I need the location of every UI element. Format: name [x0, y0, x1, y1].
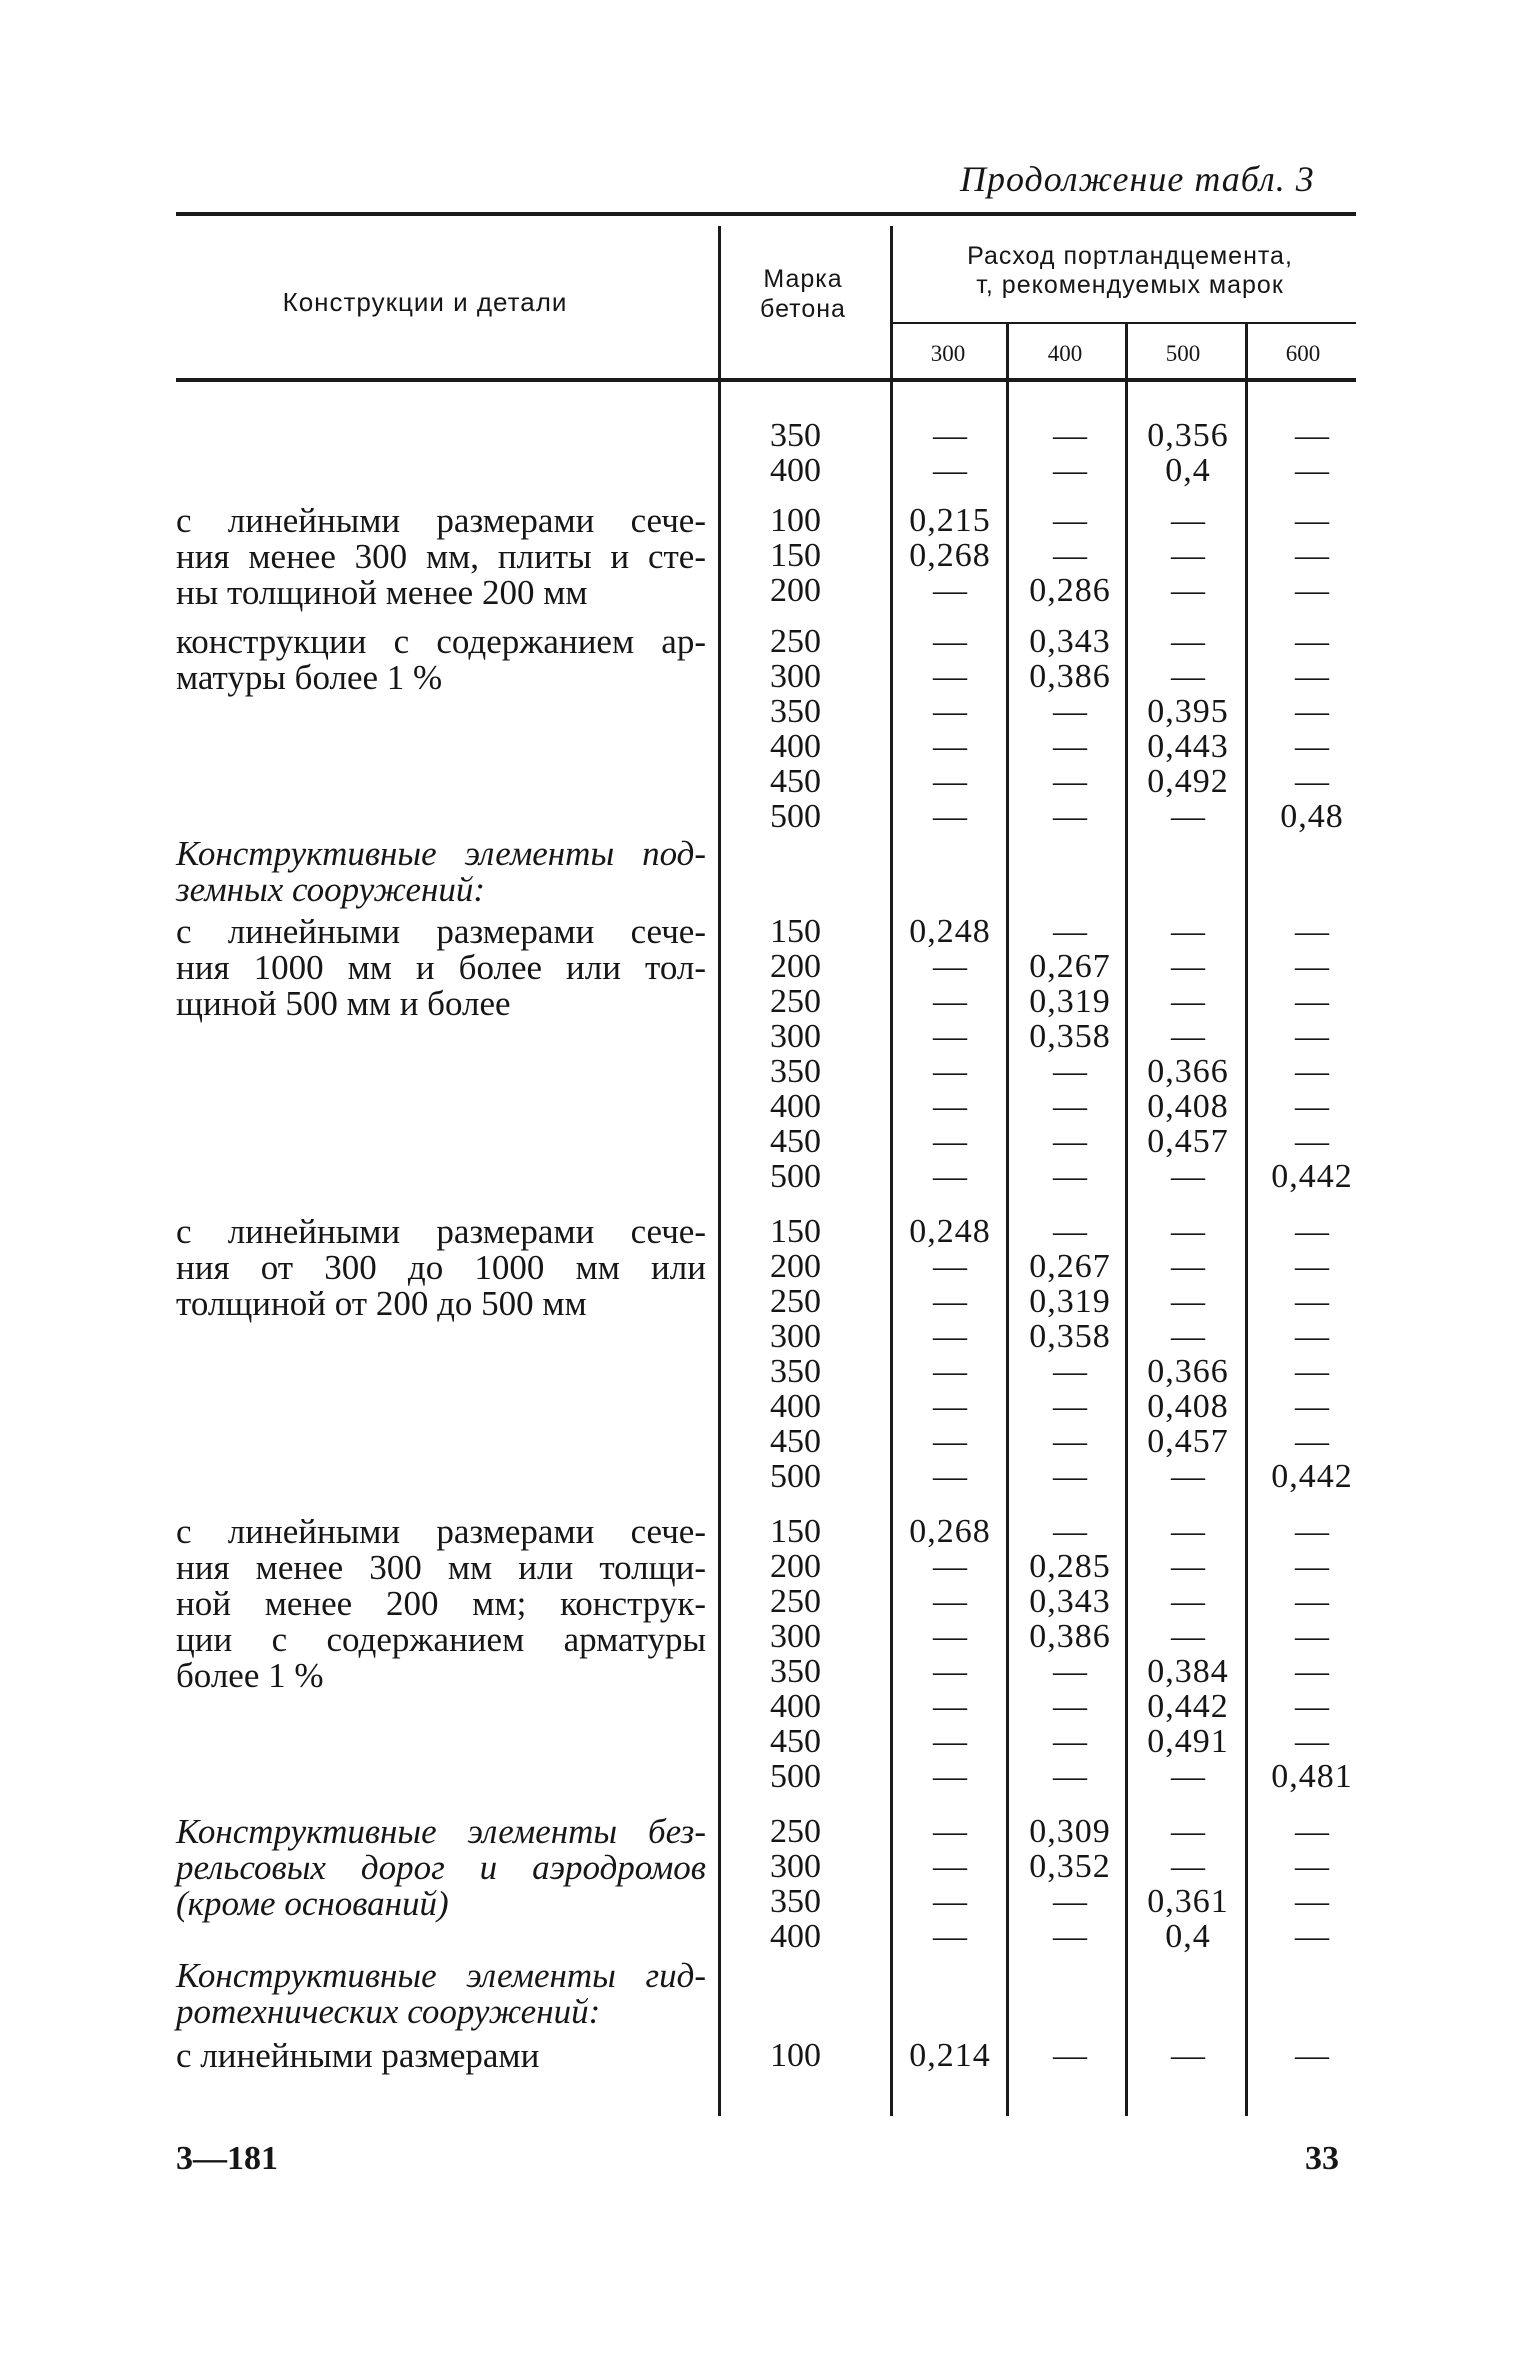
cell-cement-500: —	[1171, 1583, 1205, 1620]
cell-cement-500: 0,491	[1147, 1723, 1229, 1760]
cell-cement-400: —	[1053, 1653, 1087, 1690]
cell-cement-500: —	[1171, 1213, 1205, 1250]
cell-cement-500: —	[1171, 983, 1205, 1020]
cell-cement-300: —	[933, 798, 967, 835]
cell-cement-300: —	[933, 572, 967, 609]
cell-cement-500: —	[1171, 1158, 1205, 1195]
cell-cement-300: —	[933, 1813, 967, 1850]
cell-cement-400: —	[1053, 1388, 1087, 1425]
subheader-300: 300	[930, 341, 966, 366]
column-divider-mark	[718, 226, 721, 2116]
cell-cement-500: 0,361	[1147, 1883, 1229, 1920]
cell-mark: 100	[770, 2037, 821, 2074]
cell-cement-400: —	[1053, 913, 1087, 950]
cell-cement-400: 0,319	[1029, 983, 1111, 1020]
cell-cement-500: —	[1171, 1548, 1205, 1585]
cell-cement-500: 0,492	[1147, 763, 1229, 800]
row-description	[176, 624, 706, 696]
cell-cement-300: —	[933, 1158, 967, 1195]
cell-cement-300: —	[933, 1688, 967, 1725]
cell-mark: 400	[770, 452, 821, 489]
description-line: более 1 %	[176, 1656, 324, 1695]
cell-cement-600: —	[1295, 1388, 1329, 1425]
cell-cement-400: 0,358	[1029, 1318, 1111, 1355]
cell-cement-400: —	[1053, 1513, 1087, 1550]
cell-cement-400: —	[1053, 1918, 1087, 1955]
cell-cement-500: —	[1171, 1848, 1205, 1885]
cell-cement-500: —	[1171, 537, 1205, 574]
cell-cement-400: 0,286	[1029, 572, 1111, 609]
cell-cement-300: 0,215	[909, 502, 991, 539]
cell-cement-500: —	[1171, 502, 1205, 539]
cell-cement-500: 0,366	[1147, 1053, 1229, 1090]
cell-cement-400: —	[1053, 1883, 1087, 1920]
cell-cement-300: —	[933, 1123, 967, 1160]
column-divider-300	[890, 226, 893, 2116]
cell-cement-500: —	[1171, 1018, 1205, 1055]
cell-cement-600: 0,481	[1271, 1758, 1353, 1795]
cell-cement-600: —	[1295, 1423, 1329, 1460]
cell-cement-300: —	[933, 948, 967, 985]
header-cons-line-1: Расход портландцемента,	[967, 242, 1293, 270]
cell-mark: 400	[770, 1388, 821, 1425]
cell-cement-600: —	[1295, 1848, 1329, 1885]
row-description	[176, 914, 706, 1022]
header-mark-line-1: Марка	[763, 265, 843, 293]
cell-cement-400: —	[1053, 798, 1087, 835]
cell-cement-600: —	[1295, 623, 1329, 660]
cell-cement-500: —	[1171, 1248, 1205, 1285]
cell-cement-400: —	[1053, 1688, 1087, 1725]
cell-cement-600: —	[1295, 1213, 1329, 1250]
cell-cement-600: —	[1295, 948, 1329, 985]
top-rule	[176, 212, 1356, 216]
cell-cement-300: 0,248	[909, 1213, 991, 1250]
cell-cement-600: —	[1295, 913, 1329, 950]
cell-cement-300: —	[933, 623, 967, 660]
cell-mark: 150	[770, 1513, 821, 1550]
cell-cement-300: 0,268	[909, 1513, 991, 1550]
cell-mark: 450	[770, 763, 821, 800]
cell-cement-300: —	[933, 1548, 967, 1585]
row-description	[176, 2038, 706, 2074]
header-cons-line-2: т, рекомендуемых марок	[976, 271, 1284, 299]
description-line: ния менее 300 мм, плиты и сте-	[176, 537, 706, 576]
cell-cement-600: 0,48	[1280, 798, 1344, 835]
cell-cement-500: —	[1171, 2037, 1205, 2074]
cell-cement-600: —	[1295, 1123, 1329, 1160]
description-line: ной менее 200 мм; конструк-	[176, 1584, 706, 1623]
description-line: Конструктивные элементы без-	[176, 1812, 706, 1851]
page-number: 33	[1305, 2140, 1339, 2177]
cell-cement-500: 0,457	[1147, 1123, 1229, 1160]
cell-cement-600: —	[1295, 1723, 1329, 1760]
cell-mark: 450	[770, 1123, 821, 1160]
description-line: матуры более 1 %	[176, 658, 443, 697]
cell-cement-600: 0,442	[1271, 1458, 1353, 1495]
description-line: земных сооружений:	[176, 870, 486, 909]
cell-mark: 400	[770, 1918, 821, 1955]
cell-mark: 250	[770, 1283, 821, 1320]
cell-mark: 400	[770, 1088, 821, 1125]
cell-mark: 150	[770, 913, 821, 950]
cell-mark: 300	[770, 1018, 821, 1055]
cell-cement-400: —	[1053, 502, 1087, 539]
cell-mark: 150	[770, 1213, 821, 1250]
cell-cement-400: —	[1053, 417, 1087, 454]
cell-mark: 400	[770, 1688, 821, 1725]
cell-cement-300: —	[933, 1088, 967, 1125]
cell-cement-500: 0,395	[1147, 693, 1229, 730]
cell-cement-400: 0,358	[1029, 1018, 1111, 1055]
subheader-500: 500	[1165, 341, 1201, 366]
description-line: (кроме оснований)	[176, 1884, 449, 1923]
cell-mark: 150	[770, 537, 821, 574]
column-divider-600	[1245, 322, 1248, 2116]
cell-mark: 200	[770, 572, 821, 609]
header-cement-consumption	[900, 242, 1360, 300]
cell-cement-400: —	[1053, 1758, 1087, 1795]
cell-cement-600: —	[1295, 1053, 1329, 1090]
cell-cement-500: —	[1171, 1318, 1205, 1355]
cell-cement-400: 0,319	[1029, 1283, 1111, 1320]
cell-cement-500: —	[1171, 1283, 1205, 1320]
cell-cement-500: —	[1171, 658, 1205, 695]
description-line: Конструктивные элементы под-	[176, 834, 706, 873]
cell-cement-300: —	[933, 1053, 967, 1090]
cell-cement-600: —	[1295, 1353, 1329, 1390]
cell-mark: 350	[770, 1053, 821, 1090]
cell-mark: 300	[770, 1618, 821, 1655]
cell-cement-400: —	[1053, 1053, 1087, 1090]
cell-cement-300: 0,214	[909, 2037, 991, 2074]
cell-cement-400: —	[1053, 693, 1087, 730]
cell-mark: 500	[770, 1758, 821, 1795]
cell-cement-300: —	[933, 1423, 967, 1460]
cell-mark: 200	[770, 1548, 821, 1585]
cell-cement-600: —	[1295, 763, 1329, 800]
cell-cement-600: —	[1295, 502, 1329, 539]
cell-cement-400: —	[1053, 1158, 1087, 1195]
cell-cement-600: —	[1295, 1583, 1329, 1620]
description-line: рельсовых дорог и аэродромов	[176, 1848, 706, 1887]
cell-mark: 500	[770, 1458, 821, 1495]
cell-cement-600: —	[1295, 572, 1329, 609]
cell-cement-400: —	[1053, 452, 1087, 489]
cell-cement-500: 0,366	[1147, 1353, 1229, 1390]
cell-mark: 350	[770, 1883, 821, 1920]
cell-mark: 200	[770, 948, 821, 985]
row-description	[176, 1814, 706, 1922]
cell-cement-300: 0,248	[909, 913, 991, 950]
cell-mark: 200	[770, 1248, 821, 1285]
cell-cement-600: —	[1295, 417, 1329, 454]
cell-cement-300: —	[933, 417, 967, 454]
cell-cement-300: —	[933, 728, 967, 765]
cell-cement-500: 0,443	[1147, 728, 1229, 765]
header-mark-line-2: бетона	[760, 295, 846, 323]
cell-cement-300: —	[933, 1353, 967, 1390]
cell-cement-300: —	[933, 763, 967, 800]
cell-mark: 350	[770, 417, 821, 454]
cell-cement-600: —	[1295, 1813, 1329, 1850]
cell-mark: 250	[770, 623, 821, 660]
cell-mark: 450	[770, 1723, 821, 1760]
cell-cement-300: —	[933, 452, 967, 489]
column-divider-500	[1125, 322, 1128, 2116]
cell-cement-300: —	[933, 983, 967, 1020]
cell-cement-300: —	[933, 1283, 967, 1320]
cell-cement-600: —	[1295, 1688, 1329, 1725]
cell-cement-600: —	[1295, 1248, 1329, 1285]
cell-cement-400: —	[1053, 537, 1087, 574]
subheader-600: 600	[1285, 341, 1321, 366]
cell-cement-600: —	[1295, 1018, 1329, 1055]
cell-cement-400: 0,309	[1029, 1813, 1111, 1850]
cell-cement-600: —	[1295, 2037, 1329, 2074]
cell-cement-500: 0,408	[1147, 1088, 1229, 1125]
row-description	[176, 1958, 706, 2030]
cell-cement-300: —	[933, 1918, 967, 1955]
cell-cement-400: —	[1053, 1213, 1087, 1250]
description-line: ции с содержанием арматуры	[176, 1620, 706, 1659]
description-line: конструкции с содержанием ар-	[176, 622, 706, 661]
cell-cement-300: —	[933, 1848, 967, 1885]
cell-cement-600: —	[1295, 1653, 1329, 1690]
cell-cement-300: —	[933, 1248, 967, 1285]
row-description	[176, 503, 706, 611]
cell-cement-300: —	[933, 1458, 967, 1495]
cell-mark: 350	[770, 1353, 821, 1390]
cell-cement-600: —	[1295, 1883, 1329, 1920]
cell-cement-500: —	[1171, 1813, 1205, 1850]
cell-cement-300: —	[933, 1018, 967, 1055]
cell-cement-600: —	[1295, 1283, 1329, 1320]
description-line: ротехнических сооружений:	[176, 1992, 601, 2031]
cell-cement-500: 0,442	[1147, 1688, 1229, 1725]
cell-mark: 300	[770, 1318, 821, 1355]
cell-cement-300: —	[933, 1723, 967, 1760]
description-line: ны толщиной менее 200 мм	[176, 573, 588, 612]
cell-cement-600: —	[1295, 452, 1329, 489]
row-description	[176, 1514, 706, 1694]
header-constructions: Конструкции и детали	[282, 287, 568, 317]
cell-cement-400: 0,267	[1029, 948, 1111, 985]
cell-cement-600: —	[1295, 728, 1329, 765]
cell-mark: 300	[770, 658, 821, 695]
cell-mark: 300	[770, 1848, 821, 1885]
description-line: ния от 300 до 1000 мм или	[176, 1248, 706, 1287]
cell-cement-400: —	[1053, 1458, 1087, 1495]
cell-mark: 500	[770, 1158, 821, 1195]
header-concrete-mark	[733, 264, 873, 324]
description-line: ния 1000 мм и более или тол-	[176, 948, 706, 987]
cell-mark: 350	[770, 1653, 821, 1690]
cell-cement-400: 0,267	[1029, 1248, 1111, 1285]
cell-mark: 450	[770, 1423, 821, 1460]
cell-cement-500: —	[1171, 572, 1205, 609]
cell-cement-500: 0,384	[1147, 1653, 1229, 1690]
cell-mark: 500	[770, 798, 821, 835]
description-line: щиной 500 мм и более	[176, 984, 511, 1023]
description-line: с линейными размерами сече-	[176, 912, 706, 951]
cell-cement-300: —	[933, 1758, 967, 1795]
cell-cement-400: —	[1053, 1088, 1087, 1125]
cell-cement-500: 0,457	[1147, 1423, 1229, 1460]
cell-cement-500: 0,4	[1165, 1918, 1211, 1955]
cell-cement-300: —	[933, 693, 967, 730]
cell-cement-600: —	[1295, 1513, 1329, 1550]
cell-mark: 350	[770, 693, 821, 730]
subheader-400: 400	[1047, 341, 1083, 366]
cell-cement-500: 0,408	[1147, 1388, 1229, 1425]
cell-cement-600: —	[1295, 1618, 1329, 1655]
cell-cement-300: —	[933, 1653, 967, 1690]
description-line: с линейными размерами	[176, 2036, 540, 2075]
row-description	[176, 1214, 706, 1322]
cell-cement-400: —	[1053, 1723, 1087, 1760]
cell-cement-300: —	[933, 1618, 967, 1655]
cell-cement-600: —	[1295, 983, 1329, 1020]
cell-cement-600: —	[1295, 1548, 1329, 1585]
cell-cement-600: —	[1295, 1318, 1329, 1355]
description-line: с линейными размерами сече-	[176, 1212, 706, 1251]
cell-cement-400: 0,343	[1029, 1583, 1111, 1620]
cell-mark: 400	[770, 728, 821, 765]
cell-mark: 250	[770, 983, 821, 1020]
cell-cement-500: —	[1171, 948, 1205, 985]
cell-cement-500: —	[1171, 798, 1205, 835]
cell-cement-600: —	[1295, 1918, 1329, 1955]
cell-cement-600: 0,442	[1271, 1158, 1353, 1195]
cell-cement-500: —	[1171, 1458, 1205, 1495]
cell-cement-500: —	[1171, 1618, 1205, 1655]
cell-cement-500: —	[1171, 1758, 1205, 1795]
description-line: ния менее 300 мм или толщи-	[176, 1548, 706, 1587]
cell-cement-500: 0,4	[1165, 452, 1211, 489]
cell-mark: 250	[770, 1813, 821, 1850]
cell-cement-400: —	[1053, 763, 1087, 800]
cell-cement-400: —	[1053, 1423, 1087, 1460]
cell-cement-500: —	[1171, 623, 1205, 660]
cell-cement-400: —	[1053, 728, 1087, 765]
description-line: Конструктивные элементы гид-	[176, 1956, 706, 1995]
description-line: толщиной от 200 до 500 мм	[176, 1284, 587, 1323]
cell-cement-500: —	[1171, 913, 1205, 950]
table-caption: Продолжение табл. 3	[960, 159, 1315, 199]
cell-cement-500: 0,356	[1147, 417, 1229, 454]
cell-cement-500: —	[1171, 1513, 1205, 1550]
cell-cement-300: —	[933, 1583, 967, 1620]
row-description	[176, 836, 706, 908]
column-divider-400	[1006, 322, 1009, 2116]
cell-cement-300: 0,268	[909, 537, 991, 574]
cell-cement-600: —	[1295, 537, 1329, 574]
description-line: с линейными размерами сече-	[176, 501, 706, 540]
cell-cement-400: 0,352	[1029, 1848, 1111, 1885]
description-line: с линейными размерами сече-	[176, 1512, 706, 1551]
cell-cement-400: 0,386	[1029, 1618, 1111, 1655]
cell-cement-300: —	[933, 1883, 967, 1920]
header-bottom-rule	[176, 378, 1356, 382]
cell-cement-400: —	[1053, 1353, 1087, 1390]
cell-cement-400: 0,343	[1029, 623, 1111, 660]
cell-cement-400: 0,386	[1029, 658, 1111, 695]
cell-cement-600: —	[1295, 658, 1329, 695]
cell-cement-400: 0,285	[1029, 1548, 1111, 1585]
signature-mark: 3—181	[176, 2140, 278, 2177]
cell-cement-300: —	[933, 1318, 967, 1355]
cell-cement-600: —	[1295, 693, 1329, 730]
cell-cement-400: —	[1053, 1123, 1087, 1160]
cell-cement-300: —	[933, 658, 967, 695]
cell-mark: 100	[770, 502, 821, 539]
cell-cement-400: —	[1053, 2037, 1087, 2074]
cell-cement-600: —	[1295, 1088, 1329, 1125]
cell-cement-300: —	[933, 1388, 967, 1425]
cell-mark: 250	[770, 1583, 821, 1620]
